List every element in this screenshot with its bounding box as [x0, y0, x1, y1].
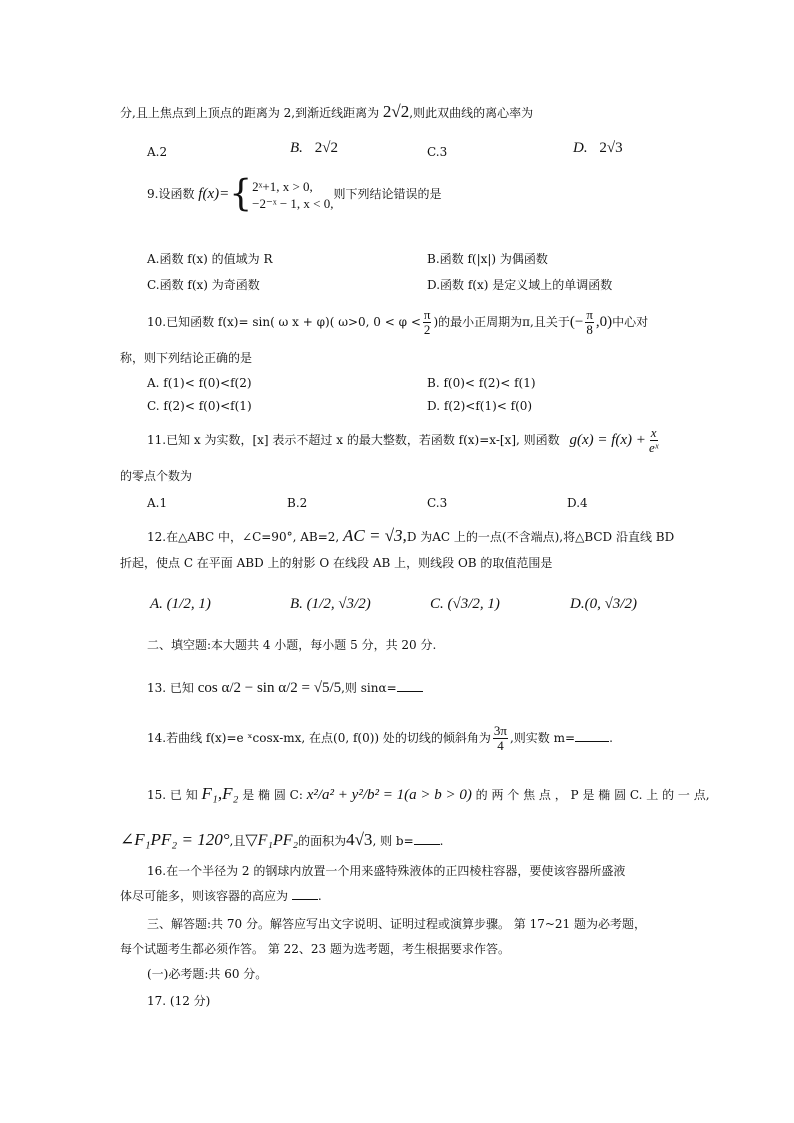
q15-area-label: 的面积为 — [298, 834, 347, 848]
q16-stem-line1: 16.在一个半径为 2 的钢球内放置一个用来盛特殊液体的正四棱柱容器，要使该容器所盛液 — [147, 864, 626, 878]
q11-option-a: A.1 — [147, 496, 168, 510]
q10-option-c: C. f(2)< f(0)<f(1) — [147, 399, 252, 413]
q14-stem — [147, 722, 613, 754]
q15-and: ,且 — [229, 834, 246, 848]
q13-answer-blank[interactable] — [397, 680, 423, 692]
q10-stem — [147, 306, 648, 338]
q12-stem — [147, 526, 674, 547]
q13-stem — [147, 674, 423, 702]
q15-stem-middle: 是 椭 圆 C: — [242, 788, 303, 802]
q12-option-b-text: B. (1/2, √3/2) — [290, 596, 371, 612]
q9-stem-suffix: 则下列结论错误的是 — [333, 187, 442, 201]
q15-area-value: 4√3 — [346, 830, 373, 849]
q8-stem-line — [120, 104, 533, 121]
q11-g-function: g(x) = f(x) + — [569, 432, 646, 448]
q15-stem — [147, 778, 710, 811]
q12-option-c — [430, 596, 500, 612]
q15-b-label: , 则 b= — [372, 834, 414, 848]
q15-stem-line2 — [120, 828, 443, 853]
q9-option-d: D.函数 f(x) 是定义域上的单调函数 — [427, 278, 613, 292]
q10-stem-middle: )的最小正周期为π,且关于 — [433, 315, 570, 329]
q8-stem-text: 分,且上焦点到上顶点的距离为 2,到渐近线距离为 — [120, 106, 380, 120]
q15-period: . — [439, 834, 444, 848]
q9-brace: { — [229, 173, 253, 215]
q8-option-d — [573, 140, 623, 156]
q15-ellipse-equation: x²/a² + y²/b² = 1(a > b > 0) — [306, 787, 472, 803]
section-3-heading-line2: 每个试题考生都必须作答。 第 22、23 题为选考题，考生根据要求作答。 — [120, 942, 510, 956]
q10-stem-suffix: 中心对 — [612, 315, 649, 329]
q14-fraction-numerator: 3π — [493, 723, 507, 738]
q10-point-close: ,0) — [595, 314, 613, 330]
q13-stem-suffix: ,则 sinα= — [341, 681, 397, 695]
q8-option-b-label: B. — [290, 140, 303, 156]
q15-foci: F₁,F₂ — [201, 784, 239, 803]
q10-option-b: B. f(0)< f(2)< f(1) — [427, 376, 536, 390]
q9-case-1: 2ˣ+1, x > 0, — [252, 178, 313, 194]
q15-answer-blank[interactable] — [414, 833, 440, 845]
q9-stem-prefix: 9.设函数 — [147, 187, 195, 201]
section-3-heading-line1: 三、解答题:共 70 分。解答应写出文字说明、证明过程或演算步骤。 第 17~21 题为必考题， — [147, 917, 646, 931]
q12-ac-length: AC = √3, — [343, 526, 407, 545]
q15-stem-suffix: 的 两 个 焦 点 ， P 是 椭 圆 C. 上 的 一 点, — [475, 788, 710, 802]
q10-option-d: D. f(2)<f(1)< f(0) — [427, 399, 533, 413]
q10-point-denominator: 8 — [586, 322, 593, 337]
q14-stem-prefix: 14.若曲线 f(x)=e ˣcosx-mx, 在点(0, f(0)) 处的切线的倾斜角为 — [147, 731, 491, 745]
q14-answer-blank[interactable] — [575, 730, 609, 742]
q10-phi-bound-fraction — [423, 308, 432, 337]
q9-option-a: A.函数 f(x) 的值域为 R — [147, 252, 273, 266]
q16-period: . — [317, 889, 322, 903]
q11-fraction-denominator: eˣ — [648, 440, 659, 455]
q12-option-a-text: A. (1/2, 1) — [150, 596, 211, 612]
q14-period: . — [609, 731, 613, 745]
q17-heading: 17. (12 分) — [147, 994, 211, 1008]
q8-option-b-value: 2√2 — [314, 140, 338, 156]
q8-option-b — [290, 140, 338, 156]
q10-stem-prefix: 10.已知函数 f(x)= sin( ω x + φ)( ω>0, 0 < φ < — [147, 315, 421, 329]
q11-stem-line2: 的零点个数为 — [120, 469, 193, 483]
q9-option-b: B.函数 f(|x|) 为偶函数 — [427, 252, 548, 266]
q8-option-c: C.3 — [427, 145, 448, 159]
q9-cases — [252, 178, 333, 212]
q9-stem — [147, 174, 442, 214]
q8-option-a: A.2 — [147, 145, 168, 159]
q16-stem-text: 体尽可能多，则该容器的高应为 — [120, 889, 289, 903]
q12-stem-suffix: D 为AC 上的一点(不含端点),将△BCD 沿直线 BD — [406, 530, 675, 544]
q8-distance-value: 2√2 — [382, 102, 410, 121]
q13-stem-prefix: 13. 已知 — [147, 681, 194, 695]
q11-stem — [147, 424, 661, 456]
q10-stem-line2: 称，则下列结论正确的是 — [120, 351, 253, 365]
q10-point-fraction — [585, 308, 594, 337]
q9-option-c: C.函数 f(x) 为奇函数 — [147, 278, 260, 292]
q13-expression: cos α/2 − sin α/2 = √5/5 — [197, 680, 342, 696]
q14-stem-suffix: ,则实数 m= — [509, 731, 576, 745]
q10-fraction-denominator: 2 — [423, 322, 431, 337]
q10-fraction-numerator: π — [423, 307, 431, 322]
q12-option-b — [290, 596, 371, 612]
q11-fraction — [648, 426, 659, 455]
q11-option-d: D.4 — [567, 496, 588, 510]
q12-option-c-text: C. (√3/2, 1) — [430, 596, 500, 612]
q10-option-a: A. f(1)< f(0)<f(2) — [147, 376, 252, 390]
q12-option-d — [570, 596, 637, 612]
q8-option-d-label: D. — [573, 140, 588, 156]
q12-stem-line2: 折起，使点 C 在平面 ABD 上的射影 O 在线段 AB 上，则线段 OB 的取值范围是 — [120, 556, 553, 570]
q16-stem-line2 — [120, 888, 322, 904]
q10-point-open: (− — [569, 314, 584, 330]
q8-option-d-value: 2√3 — [599, 140, 623, 156]
q15-stem-prefix: 15. 已 知 — [147, 788, 198, 802]
q15-angle: ∠F₁PF₂ = 120° — [120, 830, 230, 849]
q16-answer-blank[interactable] — [292, 888, 318, 900]
q9-function-name: f(x)= — [198, 186, 230, 202]
q14-fraction-denominator: 4 — [497, 738, 504, 753]
q11-stem-prefix: 11.已知 x 为实数，[x] 表示不超过 x 的最大整数，若函数 f(x)=x-[x], 则函数 — [147, 433, 560, 447]
section-2-heading: 二、填空题:本大题共 4 小题，每小题 5 分，共 20 分. — [147, 638, 437, 652]
q9-case-2: −2⁻ˣ − 1, x < 0, — [252, 195, 334, 211]
section-3-subheading: (一)必考题:共 60 分。 — [147, 967, 268, 981]
q12-stem-prefix: 12.在△ABC 中，∠C=90°, AB=2, — [147, 530, 340, 544]
q10-point-numerator: π — [586, 307, 593, 322]
q14-angle-fraction — [493, 724, 508, 753]
q12-option-a — [150, 596, 211, 612]
q12-option-d-text: D.(0, √3/2) — [570, 596, 637, 612]
q15-triangle: ▽F₁PF₂ — [245, 832, 299, 849]
q11-option-b: B.2 — [287, 496, 308, 510]
q11-option-c: C.3 — [427, 496, 448, 510]
q11-fraction-numerator: x — [650, 425, 657, 440]
q8-stem-tail: ,则此双曲线的离心率为 — [409, 106, 534, 120]
